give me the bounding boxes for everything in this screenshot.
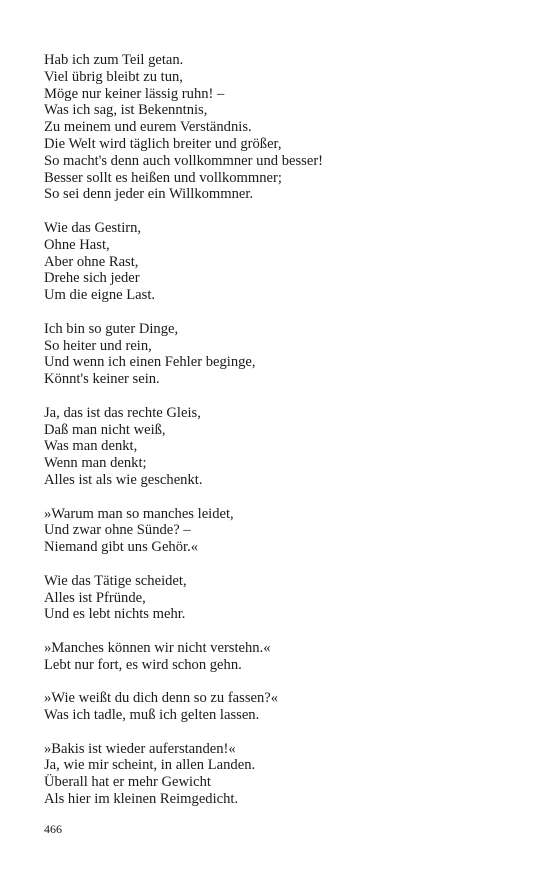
poem-line: Niemand gibt uns Gehör.«: [44, 539, 199, 556]
poem-line: »Wie weißt du dich denn so zu fassen?«: [44, 690, 279, 707]
poem-line: Hab ich zum Teil getan.: [44, 52, 184, 68]
poem-line: Was ich tadle, muß ich gelten lassen.: [44, 707, 260, 724]
poem-line: So macht's denn auch vollkommner und besser!: [44, 152, 324, 169]
poem-line: Zu meinem und eurem Verständnis.: [44, 119, 252, 136]
poem-line: Viel übrig bleibt zu tun,: [44, 68, 183, 85]
poem-line: Wie das Tätige scheidet,: [44, 572, 187, 589]
page-number: 466: [44, 822, 62, 836]
poem-line: »Warum man so manches leidet,: [44, 505, 234, 522]
poem-line: So heiter und rein,: [44, 337, 152, 354]
poem-line: Wie das Gestirn,: [44, 219, 142, 236]
poem-line: Ja, wie mir scheint, in allen Landen.: [44, 757, 256, 774]
poem-line: Die Welt wird täglich breiter und größer,: [44, 135, 282, 152]
poem-line: Lebt nur fort, es wird schon gehn.: [44, 656, 242, 673]
poem-line: »Manches können wir nicht verstehn.«: [44, 639, 271, 656]
stanza: [44, 220, 514, 304]
poem-line: Möge nur keiner lässig ruhn! –: [44, 85, 225, 102]
poem-line: Besser sollt es heißen und vollkommner;: [44, 169, 282, 186]
poem-line: Überall hat er mehr Gewicht: [44, 774, 211, 791]
stanza: [44, 405, 514, 489]
poem-line: Daß man nicht weiß,: [44, 421, 166, 438]
poem-line: Und wenn ich einen Fehler beginge,: [44, 354, 256, 371]
poem-line: Was man denkt,: [44, 438, 138, 455]
poem-line: Um die eigne Last.: [44, 287, 156, 304]
poem-line: Was ich sag, ist Bekenntnis,: [44, 102, 208, 119]
poem-text: [44, 52, 514, 808]
stanza: [44, 506, 514, 556]
stanza: [44, 640, 514, 674]
stanza: [44, 321, 514, 388]
stanza: [44, 741, 514, 808]
stanza: [44, 690, 514, 724]
stanza: [44, 52, 514, 203]
poem-line: Ohne Hast,: [44, 236, 110, 253]
poem-line: Ich bin so guter Dinge,: [44, 320, 179, 337]
poem-line: Alles ist Pfründe,: [44, 589, 146, 606]
poem-line: Als hier im kleinen Reimgedicht.: [44, 791, 239, 808]
poem-line: Ja, das ist das rechte Gleis,: [44, 404, 201, 421]
poem-line: Und zwar ohne Sünde? –: [44, 522, 191, 539]
poem-line: Alles ist als wie geschenkt.: [44, 471, 203, 488]
poem-line: Aber ohne Rast,: [44, 253, 139, 270]
poem-line: Und es lebt nichts mehr.: [44, 606, 186, 623]
poem-line: Drehe sich jeder: [44, 270, 140, 287]
poem-line: »Bakis ist wieder auferstanden!«: [44, 740, 236, 757]
stanza: [44, 573, 514, 623]
poem-line: Könnt's keiner sein.: [44, 371, 160, 388]
poem-line: So sei denn jeder ein Willkommner.: [44, 186, 254, 203]
poem-line: Wenn man denkt;: [44, 455, 147, 472]
